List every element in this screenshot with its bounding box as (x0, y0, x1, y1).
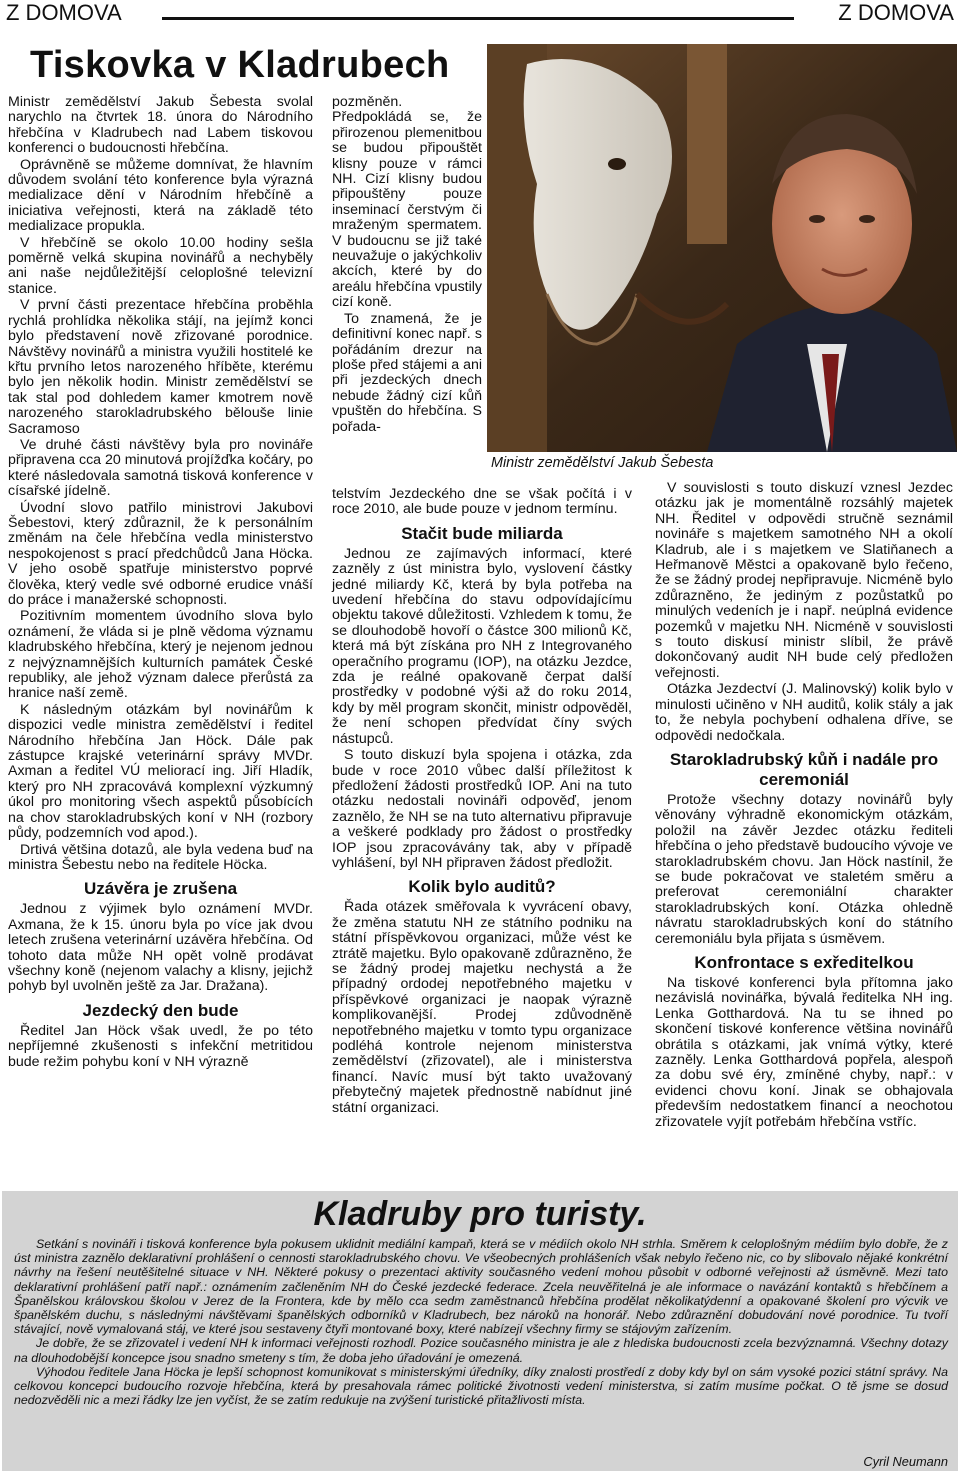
paragraph: V souvislosti s touto diskuzí vznesl Jezdec otázku jak je momentálně rozsáhlý majetek NH. Ředitel v odpovědi stručně seznámil novináře s majetkem samotného NH a okolí Kladrub, ale i s majetkem ve Slatiňanech a Heřmanově Městci a opakovaně bylo řečeno, že se žádný prodej nepřipravuje. Nicméně bylo zdůrazněno, že jediným z pozůstatků po minulých vedeních je i např. neúplná evidence pozemků v majetku NH. Nicméně v souvislosti s touto diskusí ministr slíbil, že právě dokončovaný audit NH bude celý předložen veřejnosti. (655, 480, 953, 681)
paragraph: Setkání s novináři i tisková konference byla pokusem uklidnit mediální kampaň, která se v médiích okolo NH strhla. Směrem k celoplošným médiím bylo dobře, že z úst ministra zaznělo deklarativní prohlášení o cennosti starokladrubského chovu. Ve všeobecných prohlášeních však nebylo řečeno nic, co by slibovalo nějaké konkrétní návrhy na řešení neutěšitelné situace v NH. Některé pokusy o prezentaci aktivity současného vedení mohou působit v odborné veřejnosti až úsměvně. Mezi tato deklarativní prohlášení patří např.: oznámením začleněním NH do České jezdecké federace. Zcela neuvěřitelná je ale informace o navázání kontaktů s hřebčínem a Španělskou královskou školou v Jerez de la Frontera, kde by mělo cca sedm zaměstnanců hřebčína prodělat několikatýdenní a opakované školení pro výcvik ve španělském duchu, s následnými návštěvami španělských odborníků v Kladrubech, bez nároků na honorář. Nebo zdůraznění dobudování nové porodnice. Tu tvoří stávající, nově vymalovaná stáj, ve které jsou sestaveny čtyři montované boxy, které nabízejí všechny firmy se stájovým zařízením. (14, 1237, 948, 1337)
paragraph: Otázka Jezdectví (J. Malinovský) kolik bylo v minulosti učiněno v NH auditů, kolik stály a jak to, že nebyla pochybení odhalena dříve, se odpovědi nedočkala. (655, 681, 953, 744)
article-column-3 (655, 481, 953, 1131)
photo-caption: Ministr zemědělství Jakub Šebesta (491, 455, 714, 471)
paragraph: Ministr zemědělství Jakub Šebesta svolal narychlo na čtvrtek 18. února do Národního hřebčína v Kladrubech nad Labem tiskovou konferenci o budoucnosti hřebčína. (8, 94, 313, 157)
subheading-jezdecky-den: Jezdecký den bude (82, 1000, 239, 1020)
article-column-2 (332, 487, 632, 1117)
sidebar-box (2, 1191, 958, 1471)
paragraph: Ředitel Jan Höck však uvedl, že po této nepříjemné zkušenosti s infekční metritidou bude režim pohybu koní v NH výrazně (8, 1022, 313, 1070)
box-body (14, 1237, 948, 1407)
paragraph: Je dobře, že se zřizovatel i vedení NH k informaci veřejnosti rozhodl. Pozice současného ministra je ale z hlediska budoucnosti zcela bezvýznamná. Všechny dotazy na dlouhodobější koncepce jsou snadno smeteny s tím, že doba jeho úřadování je omezená. (14, 1336, 948, 1365)
paragraph: Na tiskové konferenci byla přítomna jako nezávislá novinářka, bývalá ředitelka NH ing. Lenka Gotthardová. Na tu se ihned po skončení tiskové konference většina novinářů obrátila s otázkami, jak vnímá výtky, které zazněly. Lenka Gotthardová popřela, alespoň za dobu své éry, zmíněné chyby, např.: v evidenci chovu koní. Jinak se obhajovala především nedostatkem financí a neochotou zřizovatele vyjít potřebám hřebčína vstříc. (655, 974, 953, 1130)
paragraph: Ve druhé části návštěvy byla pro novináře připravena cca 20 minutová projížďka kočáry, po které následovala samotná tisková konference v císařské jídelně. (8, 436, 313, 500)
subheading-konfrontace: Konfrontace s exředitelkou (694, 952, 914, 972)
article-headline: Tiskovka v Kladrubech (30, 44, 450, 86)
article-column-1 (8, 95, 313, 1071)
paragraph: telstvím Jezdeckého dne se však počítá i v roce 2010, ale bude pouze v jednom termínu. (332, 486, 632, 518)
paragraph: V hřebčíně se okolo 10.00 hodiny sešla poměrně velká skupina novinářů a nechyběly ani naše nejdůležitější celoplošné televizní stanice. (8, 234, 313, 297)
photo-minister-with-horse (487, 44, 957, 452)
photo (487, 44, 957, 452)
paragraph: S touto diskuzí byla spojena i otázka, zda bude v roce 2010 vůbec další příležitost k předložení žádosti prostředků IOP. Ani na tuto otázku nedostali novináři odpověď, jenom zaznělo, že NH se na tuto alternativu připravuje a veškeré podklady pro žádost o prostředky IOP jsou zpracovávány tak, aby v případě vyhlášení, byl NH připraven žádost předložit. (332, 747, 632, 871)
section-rule (162, 17, 794, 20)
paragraph: Drtivá většina dotazů, ale byla vedena buď na ministra Šebestu nebo na ředitele Höcka. (8, 841, 313, 873)
paragraph: Protože všechny dotazy novinářů byly věnovány výhradně ekonomickým otázkám, položil na závěr Jezdec otázku řediteli hřebčína o jeho představě budoucího vývoje ve starokladrubském chovu. Jan Höck nastínil, že se bude pokračovat ve staletém směru a preferovat ceremoniální charakter starokladrubských koní. Otázka ohledně návratu starokladrubských koní do státního ceremoniálu byla přijata s úsměvem. (655, 791, 953, 947)
subheading-starokladrubsky-kun: Starokladrubský kůň i nadále pro ceremoniál (669, 749, 939, 789)
paragraph: Pozitivním momentem úvodního slova bylo oznámení, že vláda si je plně vědoma významu kladrubského hřebčína, který je nejenom jednou z nejvýznamnějších kulturních památek České republiky, ale jehož význam dalece přerůstá za hranice naší země. (8, 608, 313, 702)
box-title: Kladruby pro turisty. (313, 1195, 647, 1233)
paragraph: V první části prezentace hřebčína proběhla rychlá prohlídka několika stájí, na jejímž konci bylo představení nově zřizované porodnice. Návštěvy novinářů a ministra využili hostitelé ke křtu prvního letos narozeného hříběte, kterému bylo jen několik hodin. Ministr zemědělství se tak stal pod dohledem kamer kmotrem nově narozeného starokladrubského bělouše linie Sacramoso (8, 297, 313, 437)
paragraph: K následným otázkám byl novinářům k dispozici vedle ministra zemědělství i ředitel Národního hřebčína Jan Höck. Dále pak zástupce krajské veterinární správy MVDr. Axman a ředitel VÚ meliorací ing. Jiří Hladík, který pro NH zpracovává komplexní výzkumný úkol pro monitoring všech aspektů působících na chov starokladrubských koní v NH (rozbory půdy, podzemních vod apod.). (8, 701, 313, 842)
paragraph: Jednou z výjimek bylo oznámení MVDr. Axmana, že k 15. únoru byla po více jak dvou letech zrušena veterinární uzávěra hřebčína. Od tohoto data může NH opět volně prodávat všechny koně (nejenom valachy a klisny, jejichž pohyb byl uvolněn ještě za Jar. Dražana). (8, 901, 313, 995)
paragraph: Jednou ze zajímavých informací, které zazněly z úst ministra bylo, vyslovení částky jedné miliardy Kč, která by byla potřeba na uvedení hřebčína do stavu odpovídajícímu objektu takové důležitosti. Vzhledem k tomu, že se dlouhodobě hovoří o částce 300 milionů Kč, která má být získána pro NH z Integrovaného operačního programu (IOP), na otázku Jezdce, zda je reálné opakovaně čerpat další prostředky v podobné výši až do roku 2014, kdy by měl program skončit, ministr odpověděl, že není schopen předvídat číny svých nástupců. (332, 545, 632, 747)
subheading-auditu: Kolik bylo auditů? (408, 877, 556, 897)
paragraph: pozměněn. Předpokládá se, že přirozenou plemenitbou se budou připouštět klisny pouze v rámci NH. Cizí klisny budou připouštěny pouze inseminací čerstvým či mraženým spermatem. V budoucnu se již také neuvažuje o jakýchkoliv akcích, které by do areálu hřebčína vpustily cizí koně. (332, 94, 482, 311)
paragraph: To znamená, že je definitivní konec např. s pořádáním drezur na ploše před stájemi a ani při jezdeckých dnech nebude žádný cizí kůň vpuštěn do hřebčína. S pořada- (332, 310, 482, 435)
subheading-miliarda: Stačit bude miliarda (401, 523, 563, 543)
section-label-right: Z DOMOVA (838, 0, 954, 25)
article-column-2-top (332, 95, 482, 436)
subheading-uzavera: Uzávěra je zrušena (83, 879, 238, 899)
paragraph: Oprávněně se můžeme domnívat, že hlavním důvodem svolání této konference byla výrazná medializace dění v Národním hřebčíně a iniciativa veřejnosti, která na základě této medializace propukla. (8, 156, 313, 235)
paragraph: Výhodou ředitele Jana Höcka je lepší schopnost komunikovat s ministerskými úředníky, díky znalosti prostředí z doby kdy byl on sám vysoké pozici státní správy. Na celkovou koncepci budoucího rozvoje hřebčína, která by presahovala rámec politické životnosti vedení ministerstva, si zatím musíme počkat. O tě jsme se dosud nedozvěděli nic a mezi řádky lze jen vyčíst, že se zatím redukuje na zvýšení turistické přitažlivosti místa. (14, 1364, 948, 1408)
section-label-left: Z DOMOVA (6, 0, 122, 25)
paragraph: Řada otázek směřovala k vyvrácení obavy, že změna statutu NH ze státního podniku na státní příspěvkovou organizaci, může vést ke ztrátě majetku. Bylo opakovaně zdůrazněno, že se žádný prodej majetku nechystá a že případný ordodej nepotřebného majetku v příspěvkové organizaci je naopak výrazně komplikovanější. Prodej zdůvodněně nepotřebného majetku v tomto typu organizace podléhá kontrole nejenom ministerstva zemědělství (zřizovatel), ale i ministerstva financí. Navíc musí být takto uvažovaný přebytečný majetek přednostně nabídnut jiné státní organizaci. (332, 899, 632, 1116)
author-name: Cyril Neumann (863, 1454, 948, 1469)
paragraph: Úvodní slovo patřilo ministrovi Jakubovi Šebestovi, který zdůraznil, že k personálním změnám na čele hřebčína vedla ministerstvo nespokojenost s prací předchůdců Jana Höcka. V jeho osobě spatřuje ministerstvo poprvé člověka, který vedle své odborné erudice vnáší do práce i manažerské schopnosti. (8, 499, 313, 608)
